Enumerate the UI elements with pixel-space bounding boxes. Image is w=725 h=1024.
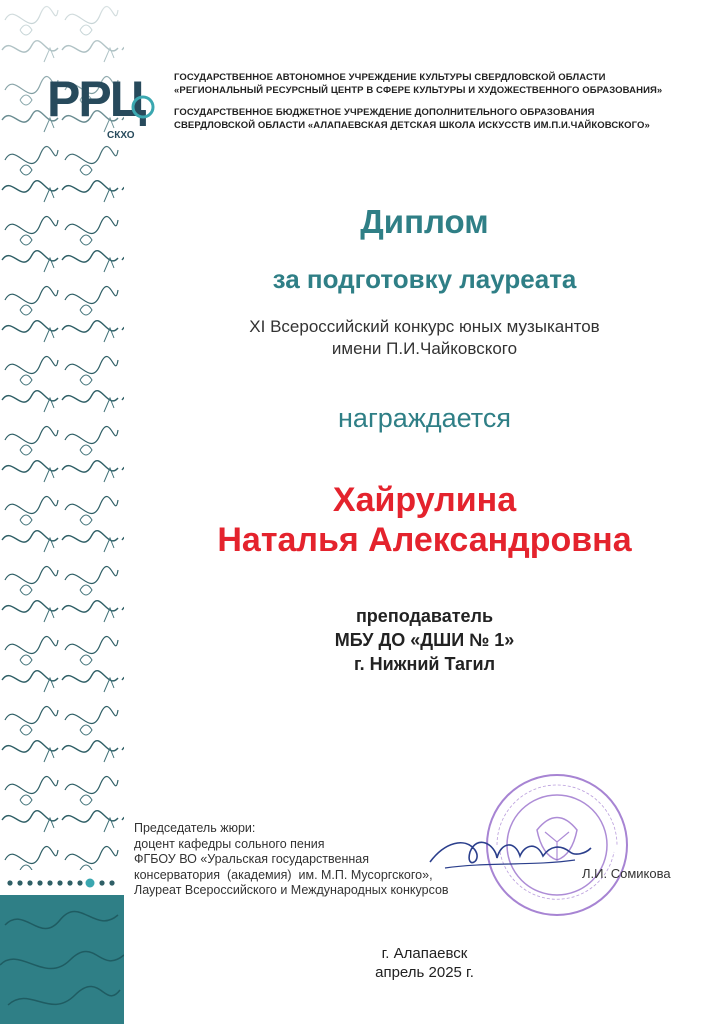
side-decoration [0, 0, 124, 1024]
logo-sub: СКХО [107, 130, 135, 141]
footer-city: г. Алапаевск [381, 945, 468, 962]
teal-corner-block [0, 895, 124, 1024]
signature-icon [425, 822, 595, 882]
header-organizations [174, 72, 694, 132]
recipient-surname: Хайрулина [332, 481, 517, 519]
logo-letters: РРЦ [47, 71, 145, 127]
diploma-subtitle: за подготовку лауреата [272, 264, 577, 294]
contest-line1: XI Всероссийский конкурс юных музыкантов [249, 317, 600, 336]
footer-place-date [124, 944, 725, 982]
org2-line1: ГОСУДАРСТВЕННОЕ БЮДЖЕТНОЕ УЧРЕЖДЕНИЕ ДОПОЛНИТЕЛЬНОГО ОБРАЗОВАНИЯ [174, 107, 595, 118]
contest-line2: имени П.И.Чайковского [331, 339, 518, 358]
role-line2: МБУ ДО «ДШИ № 1» [334, 630, 515, 650]
footer-date: апрель 2025 г. [375, 964, 474, 981]
jury-line1: Председатель жюри: [134, 821, 256, 835]
jury-line2: доцент кафедры сольного пения [134, 836, 325, 851]
diploma-title: Диплом [360, 203, 489, 240]
jury-line5: Лауреат Всероссийского и Международных конкурсов [134, 883, 449, 897]
rrc-logo [47, 70, 157, 145]
role-line3: г. Нижний Тагил [353, 654, 496, 674]
org1-line1: ГОСУДАРСТВЕННОЕ АВТОНОМНОЕ УЧРЕЖДЕНИЕ КУЛЬТУРЫ СВЕРДЛОВСКОЙ ОБЛАСТИ [174, 72, 606, 83]
jury-line4: консерватория (академия) им. М.П. Мусоргского», [134, 867, 433, 882]
role-line1: преподаватель [355, 606, 494, 626]
contest-name [124, 316, 725, 360]
org2-line2: СВЕРДЛОВСКОЙ ОБЛАСТИ «АЛАПАЕВСКАЯ ДЕТСКАЯ ШКОЛА ИСКУССТВ ИМ.П.И.ЧАЙКОВСКОГО» [174, 119, 650, 131]
signer-name: Л.И. Сомикова [582, 866, 671, 881]
jury-line3: ФГБОУ ВО «Уральская государственная [134, 852, 370, 866]
recipient-name [124, 480, 725, 560]
dot-row [6, 876, 122, 890]
recipient-given-name: Наталья Александровна [217, 521, 632, 559]
recipient-position [124, 604, 725, 676]
awarded-text: награждается [338, 403, 511, 433]
org1-line2: «РЕГИОНАЛЬНЫЙ РЕСУРСНЫЙ ЦЕНТР В СФЕРЕ КУЛЬТУРЫ И ХУДОЖЕСТВЕННОГО ОБРАЗОВАНИЯ» [174, 84, 663, 96]
